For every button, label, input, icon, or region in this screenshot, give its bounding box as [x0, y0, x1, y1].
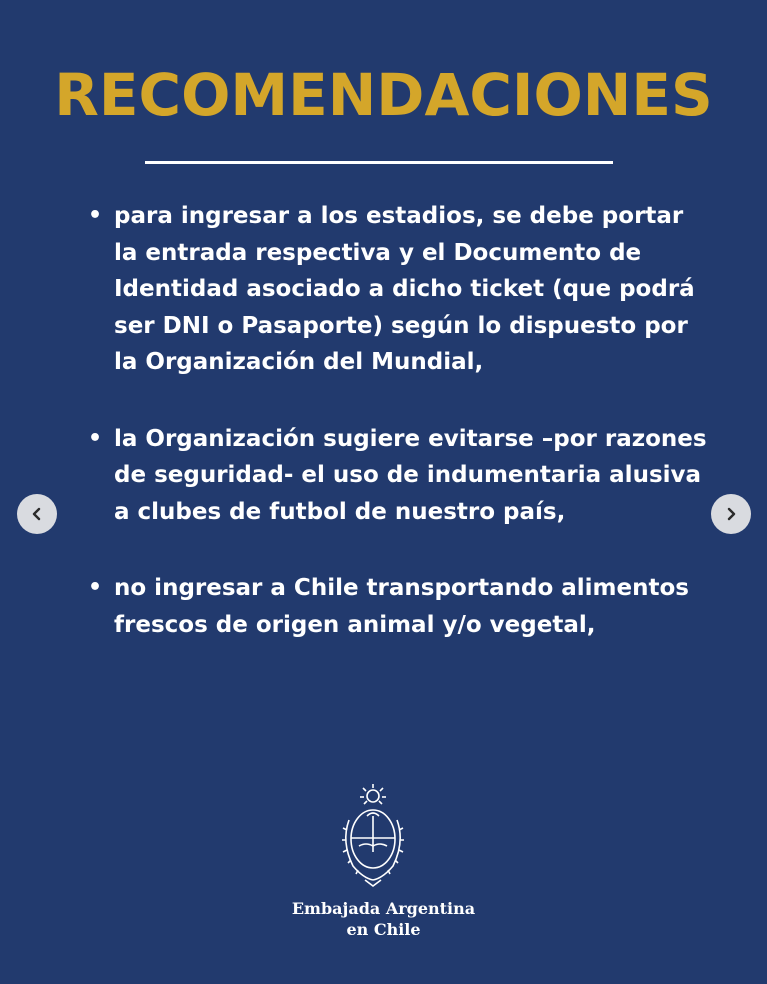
list-item-text: para ingresar a los estadios, se debe portar la entrada respectiva y el Documento de Identidad asociado a dicho ticket (que podrá ser DNI o Pasaporte) según lo dispuesto por la Organización del Mundial,: [114, 203, 695, 375]
bullet-icon: •: [88, 575, 103, 600]
coat-of-arms-icon: [335, 782, 411, 892]
next-slide-button[interactable]: [711, 494, 751, 534]
previous-slide-button[interactable]: [17, 494, 57, 534]
list-item-text: no ingresar a Chile transportando alimentos frescos de origen animal y/o vegetal,: [114, 575, 689, 638]
recommendations-list: [88, 198, 708, 683]
slide-title: RECOMENDACIONES: [54, 61, 713, 129]
bullet-icon: •: [88, 203, 103, 228]
title-divider: [145, 161, 613, 164]
embassy-location: en Chile: [346, 920, 421, 939]
bullet-icon: •: [88, 425, 103, 451]
embassy-name: Embajada Argentina: [291, 899, 476, 918]
list-item: [88, 198, 708, 381]
list-item-text: la Organización sugiere evitarse –por razones de seguridad- el uso de indumentaria alusiva a clubes de futbol de nuestro país,: [114, 425, 707, 525]
list-item: [88, 570, 708, 643]
chevron-right-icon: [723, 506, 739, 522]
embassy-signature: [0, 898, 767, 940]
list-item: [88, 421, 708, 531]
chevron-left-icon: [29, 506, 45, 522]
